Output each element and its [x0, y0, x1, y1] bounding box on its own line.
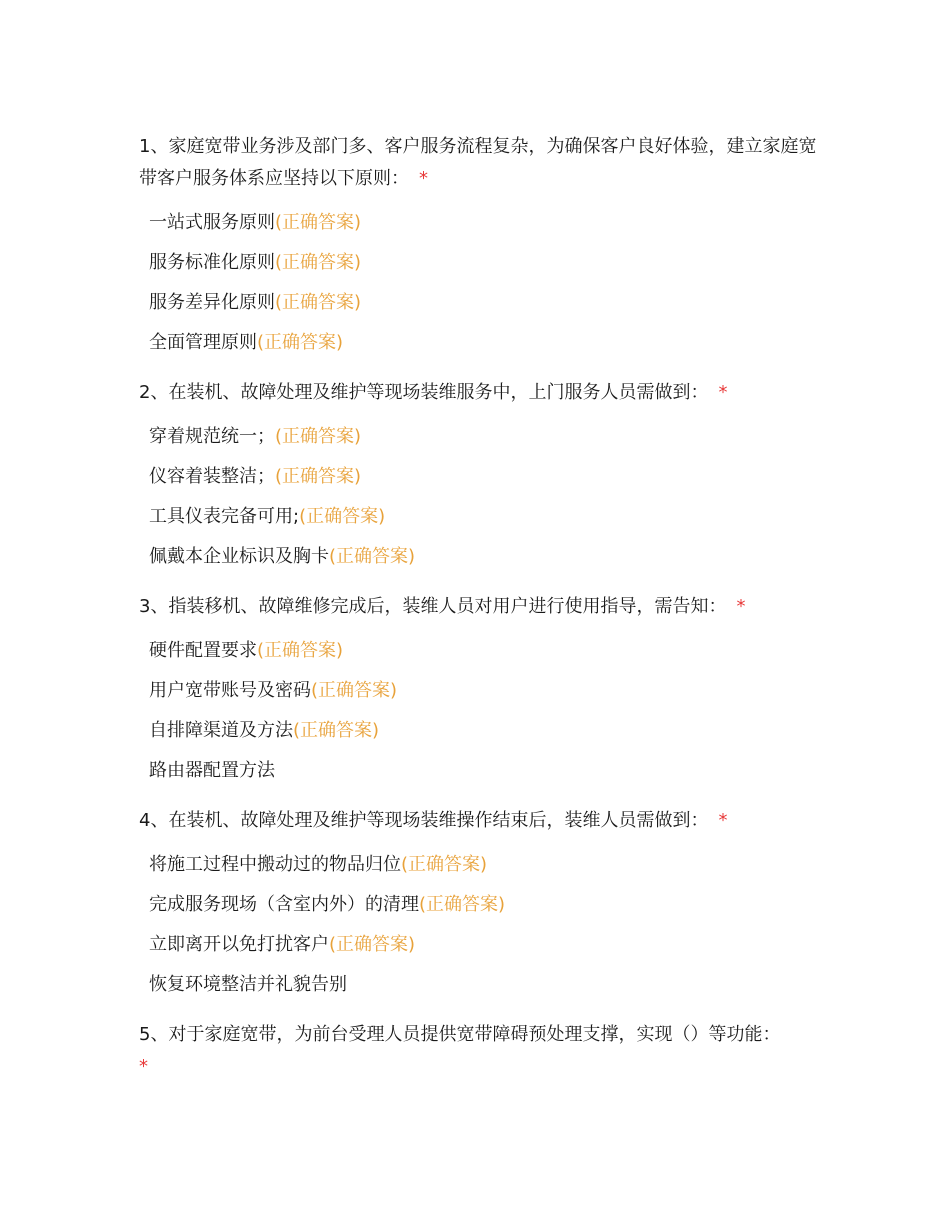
correct-answer-tag: (正确答案) [329, 934, 416, 955]
option-text: 用户宽带账号及密码 [149, 680, 311, 701]
option-text: 将施工过程中搬动过的物品归位 [149, 854, 401, 875]
option-item[interactable] [149, 537, 819, 577]
correct-answer-tag: (正确答案) [329, 546, 416, 567]
correct-answer-tag: (正确答案) [275, 426, 362, 447]
option-text: 硬件配置要求 [149, 640, 257, 661]
option-text: 仪容着装整洁； [149, 466, 275, 487]
question-text: 指装移机、故障维修完成后，装维人员对用户进行使用指导，需告知： [168, 596, 727, 617]
correct-answer-tag: (正确答案) [275, 466, 362, 487]
question-text: 家庭宽带业务涉及部门多、客户服务流程复杂，为确保客户良好体验，建立家庭宽带客户服务体系应坚持以下原则： [139, 136, 817, 189]
option-item[interactable] [149, 925, 819, 965]
option-text: 服务差异化原则 [149, 292, 275, 313]
option-item[interactable] [149, 845, 819, 885]
question-3 [139, 591, 819, 623]
option-item[interactable] [149, 417, 819, 457]
correct-answer-tag: (正确答案) [311, 680, 398, 701]
option-text: 自排障渠道及方法 [149, 720, 293, 741]
option-item[interactable] [149, 885, 819, 925]
option-item[interactable] [149, 457, 819, 497]
option-item[interactable] [149, 243, 819, 283]
option-text: 恢复环境整洁并礼貌告别 [149, 974, 347, 995]
required-mark: * [139, 1056, 148, 1077]
question-number: 5、 [139, 1024, 169, 1045]
option-item[interactable] [149, 631, 819, 671]
correct-answer-tag: (正确答案) [419, 894, 506, 915]
correct-answer-tag: (正确答案) [275, 252, 362, 273]
correct-answer-tag: (正确答案) [275, 292, 362, 313]
option-item[interactable] [149, 671, 819, 711]
required-mark: * [736, 596, 746, 617]
correct-answer-tag: (正确答案) [257, 332, 344, 353]
option-text: 全面管理原则 [149, 332, 257, 353]
question-5 [139, 1019, 819, 1083]
options-list [139, 845, 819, 1005]
option-item[interactable] [149, 711, 819, 751]
options-list [139, 631, 819, 791]
option-text: 完成服务现场（含室内外）的清理 [149, 894, 419, 915]
correct-answer-tag: (正确答案) [257, 640, 344, 661]
correct-answer-tag: (正确答案) [293, 720, 380, 741]
option-text: 工具仪表完备可用; [149, 506, 300, 527]
option-text: 穿着规范统一； [149, 426, 275, 447]
option-text: 一站式服务原则 [149, 212, 275, 233]
question-text: 在装机、故障处理及维护等现场装维服务中，上门服务人员需做到： [168, 382, 709, 403]
options-list [139, 203, 819, 363]
option-item[interactable] [149, 323, 819, 363]
option-item[interactable] [149, 283, 819, 323]
required-mark: * [718, 382, 728, 403]
option-item[interactable] [149, 965, 819, 1005]
question-number: 1、 [139, 136, 169, 157]
option-text: 路由器配置方法 [149, 760, 275, 781]
question-1 [139, 131, 819, 195]
question-number: 4、 [139, 810, 169, 831]
option-item[interactable] [149, 497, 819, 537]
question-4 [139, 805, 819, 837]
required-mark: * [718, 810, 728, 831]
option-item[interactable] [149, 751, 819, 791]
correct-answer-tag: (正确答案) [401, 854, 488, 875]
correct-answer-tag: (正确答案) [299, 506, 386, 527]
question-number: 2、 [139, 382, 169, 403]
question-text: 在装机、故障处理及维护等现场装维操作结束后，装维人员需做到： [168, 810, 709, 831]
question-2 [139, 377, 819, 409]
options-list [139, 417, 819, 577]
question-number: 3、 [139, 596, 169, 617]
option-text: 佩戴本企业标识及胸卡 [149, 546, 329, 567]
question-list [139, 131, 819, 1083]
option-item[interactable] [149, 203, 819, 243]
correct-answer-tag: (正确答案) [275, 212, 362, 233]
question-text: 对于家庭宽带，为前台受理人员提供宽带障碍预处理支撑，实现（）等功能： [168, 1024, 781, 1045]
required-mark: * [419, 168, 428, 189]
option-text: 服务标准化原则 [149, 252, 275, 273]
option-text: 立即离开以免打扰客户 [149, 934, 329, 955]
